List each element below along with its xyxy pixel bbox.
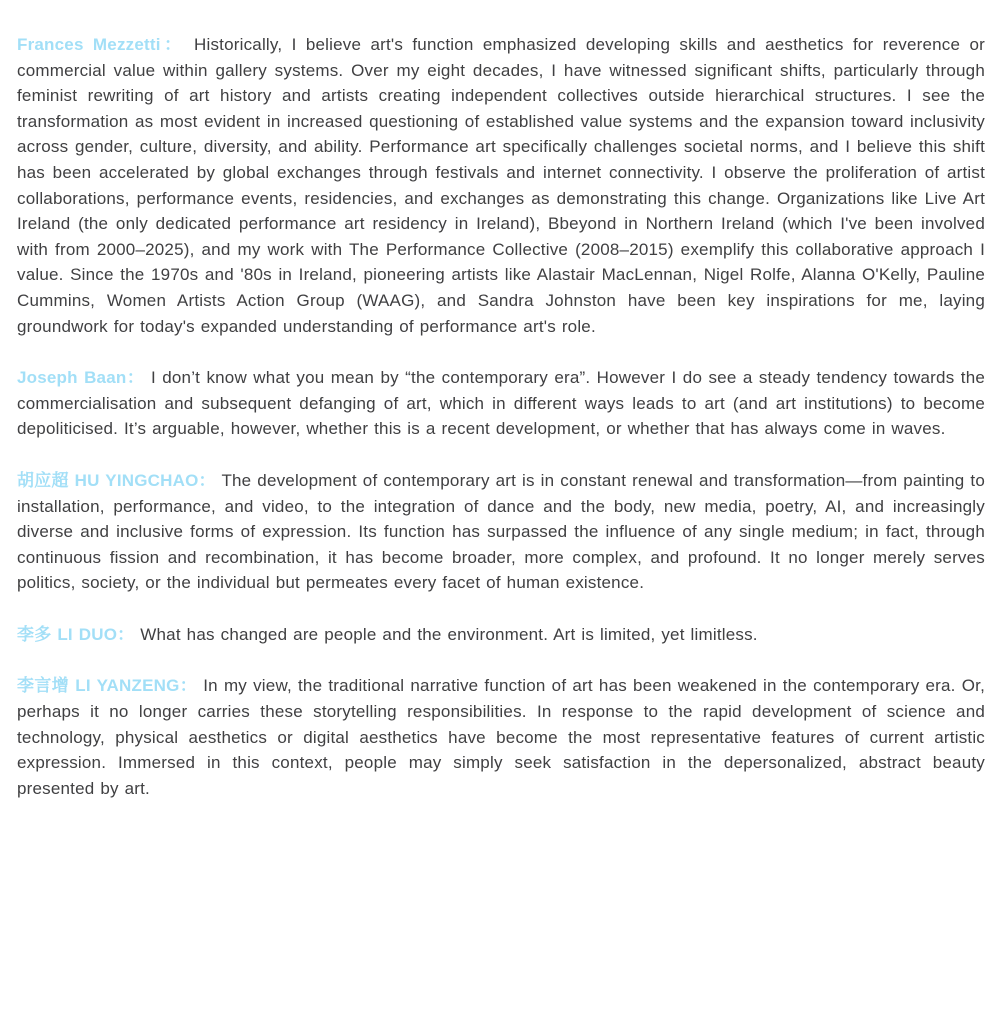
speaker-name-text: 李言增 LI YANZENG (17, 676, 180, 696)
speaker-name (17, 35, 185, 54)
interview-response (17, 468, 985, 596)
speaker-colon: ： (117, 624, 135, 644)
interview-response (17, 32, 985, 339)
speaker-name (17, 471, 216, 490)
interview-response (17, 622, 985, 648)
speaker-name-text: Frances Mezzetti (17, 35, 161, 54)
interview-response (17, 365, 985, 442)
response-text: In my view, the traditional narrative function of art has been weakened in the contemporary era. Or, perhaps it no longer carries these storytelling responsibilities. In response to the rapid development of science and technology, physical aesthetics or digital aesthetics have become the most representative features of current artistic expression. Immersed in this context, people may simply seek satisfaction in the depersonalized, abstract beauty presented by art. (17, 676, 985, 798)
speaker-name (17, 676, 197, 695)
response-text: Historically, I believe art's function emphasized developing skills and aesthetics for reverence or commercial value within gallery systems. Over my eight decades, I have witnessed significant shifts, particularly through feminist rewriting of art history and artists creating independent collectives outside hierarchical structures. I see the transformation as most evident in increased questioning of established value systems and the expansion toward inclusivity across gender, culture, diversity, and ability. Performance art specifically challenges societal norms, and I believe this shift has been accelerated by global exchanges through festivals and internet connectivity. I observe the proliferation of artist collaborations, performance events, residencies, and exchanges as demonstrating this change. Organizations like Live Art Ireland (the only dedicated performance art residency in Ireland), Bbeyond in Northern Ireland (which I've been involved with from 2000–2025), and my work with The Performance Collective (2008–2015) exemplify this collaborative approach I value. Since the 1970s and '80s in Ireland, pioneering artists like Alastair MacLennan, Nigel Rolfe, Alanna O'Kelly, Pauline Cummins, Women Artists Action Group (WAAG), and Sandra Johnston have been key inspirations for me, laying groundwork for today's expanded understanding of performance art's role. (17, 35, 985, 336)
speaker-colon: ： (126, 368, 145, 388)
speaker-colon: ： (160, 35, 185, 54)
speaker-colon: ： (179, 676, 198, 696)
speaker-name-text: Joseph Baan (17, 368, 127, 388)
response-text: What has changed are people and the environment. Art is limited, yet limitless. (140, 624, 758, 644)
speaker-name-text: 李多 LI DUO (17, 624, 118, 644)
speaker-name-text: 胡应超 HU YINGCHAO (17, 470, 199, 490)
interview-response (17, 673, 985, 801)
response-text: I don’t know what you mean by “the contemporary era”. However I do see a steady tendency towards the commercialisation and subsequent defanging of art, which in different ways leads to art (and art institutions) to become depoliticised. It’s arguable, however, whether this is a recent development, or whether that has always come in waves. (17, 368, 985, 439)
speaker-name (17, 368, 145, 387)
speaker-name (17, 625, 134, 644)
response-text: The development of contemporary art is in constant renewal and transformation—from painting to installation, performance, and video, to the integration of dance and the body, new media, poetry, AI, and increasingly diverse and inclusive forms of expression. Its function has surpassed the influence of any single medium; in fact, through continuous fission and recombination, it has become broader, more complex, and profound. It no longer merely serves politics, society, or the individual but permeates every facet of human existence. (17, 470, 985, 593)
speaker-colon: ： (198, 470, 216, 490)
